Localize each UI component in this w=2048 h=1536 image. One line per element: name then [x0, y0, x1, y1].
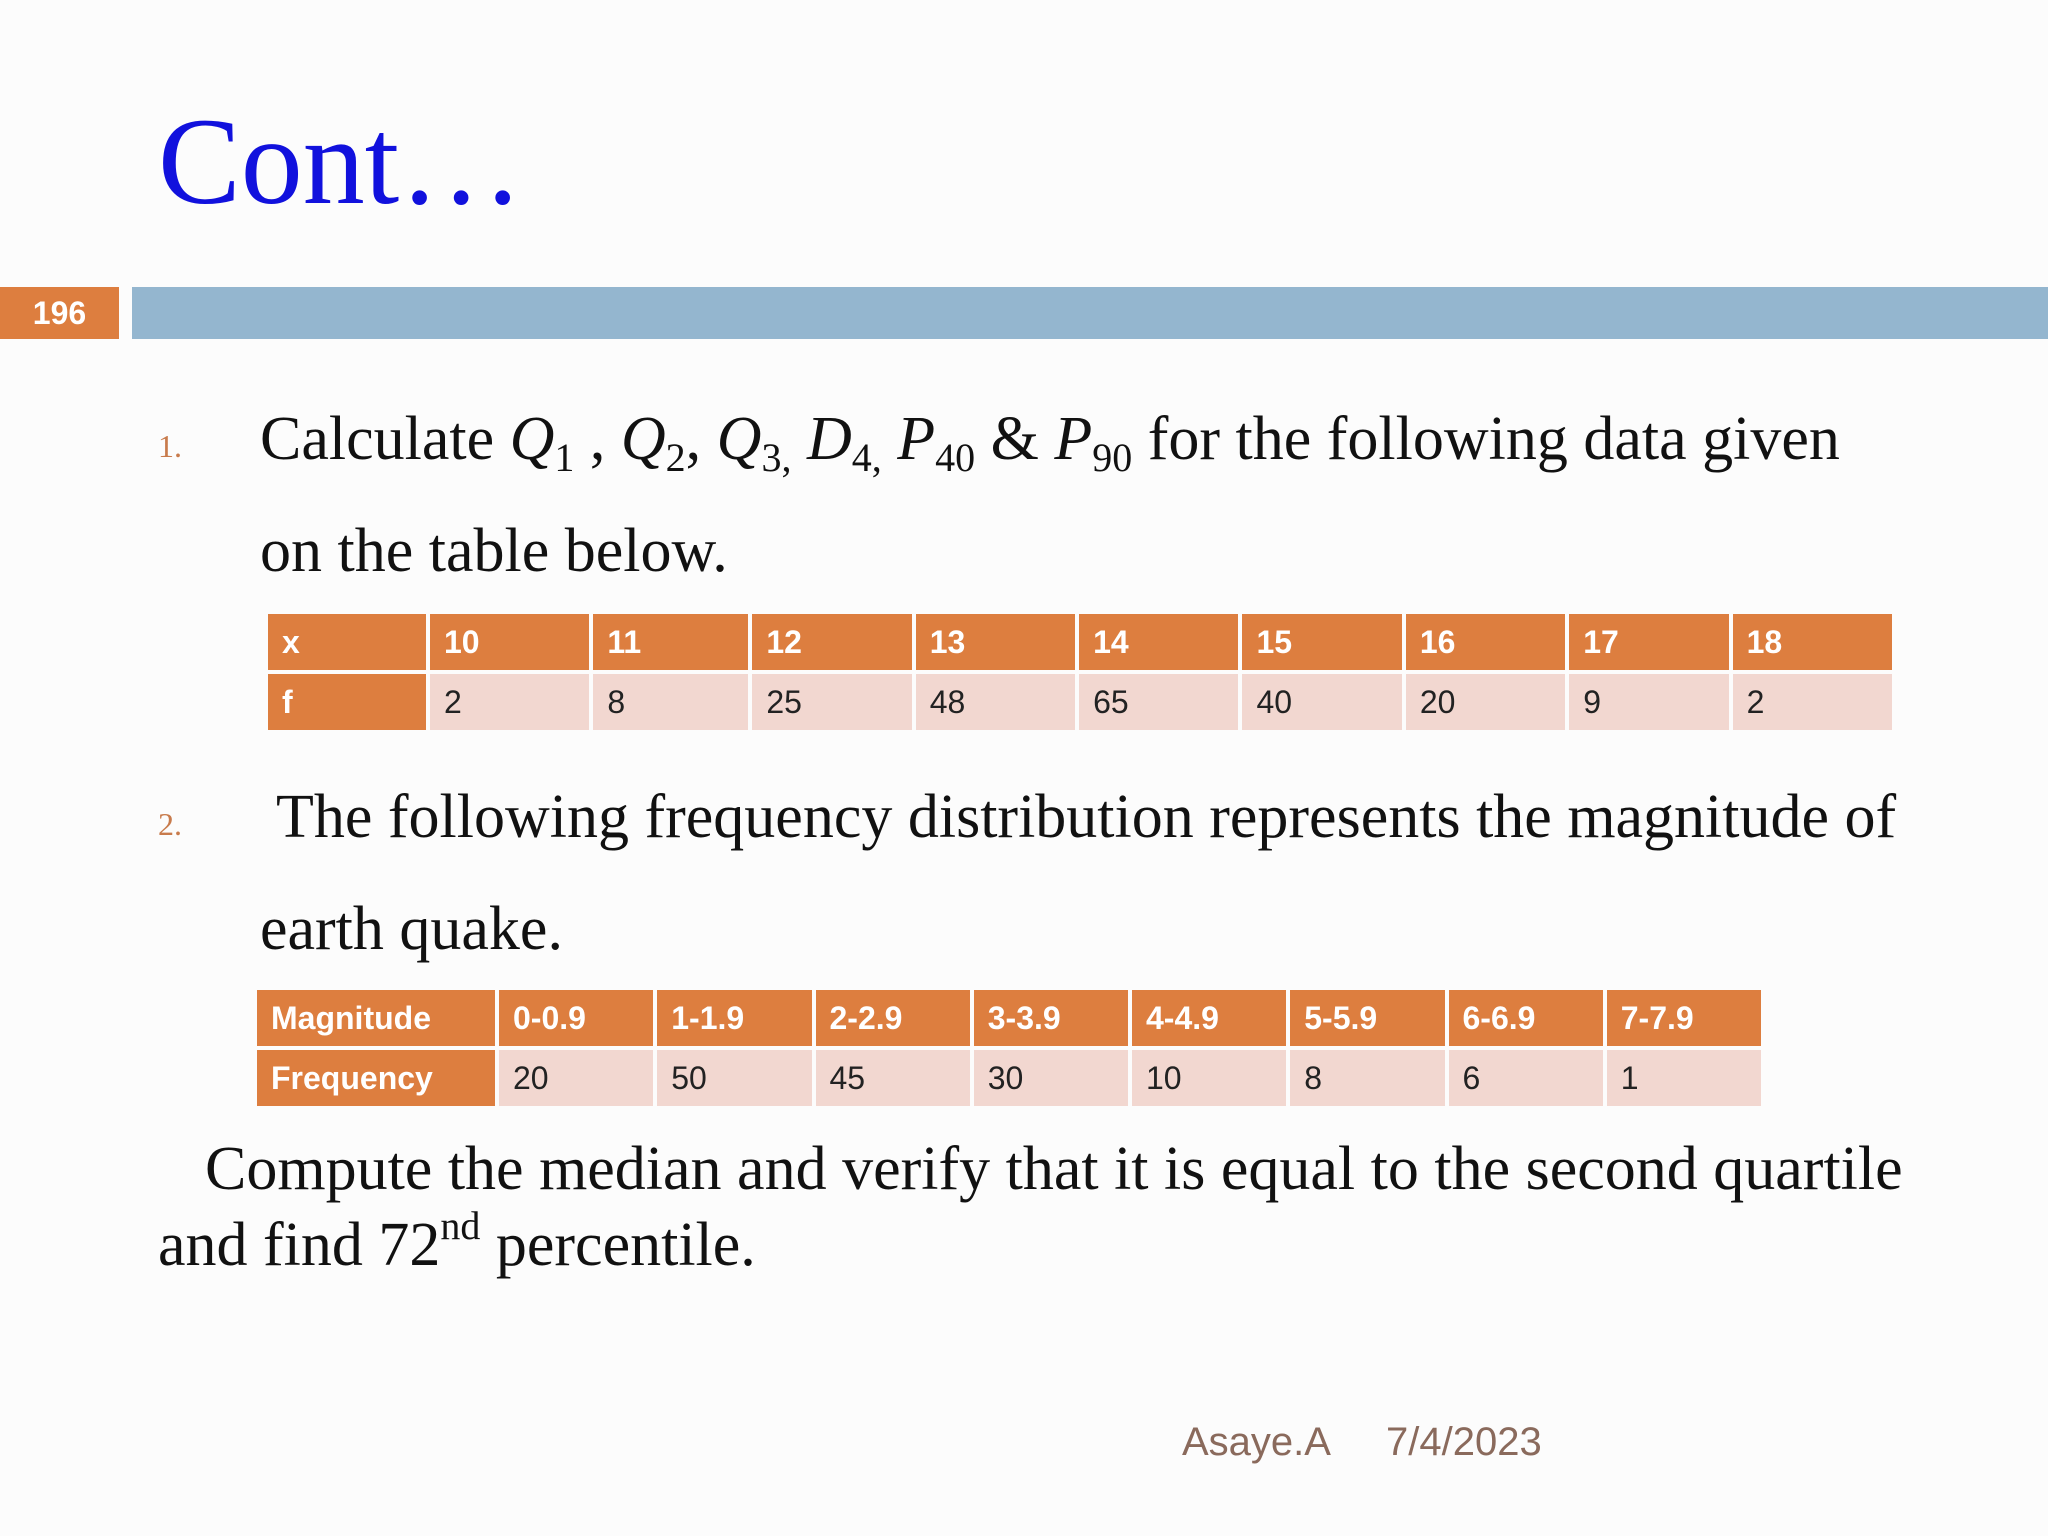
- table-cell: 13: [916, 614, 1075, 670]
- q2-subscript: 2: [665, 435, 686, 480]
- table-cell: 5-5.9: [1290, 990, 1444, 1046]
- table-cell: 6-6.9: [1449, 990, 1603, 1046]
- ordinal-superscript: nd: [440, 1203, 481, 1248]
- footer-author: Asaye.A: [1182, 1420, 1331, 1464]
- table-cell: 8: [1290, 1050, 1444, 1106]
- question-1-line-2: on the table below.: [260, 517, 728, 585]
- q1-symbol: Q: [509, 405, 555, 473]
- compute-line-2-suffix: percentile.: [495, 1211, 756, 1279]
- table-cell: 18: [1733, 614, 1892, 670]
- table-cell: 2-2.9: [816, 990, 970, 1046]
- table-cell: 16: [1406, 614, 1565, 670]
- table-cell: 20: [499, 1050, 653, 1106]
- table-row-label: Frequency: [257, 1050, 495, 1106]
- table-x-f: [264, 610, 1896, 734]
- table-cell: 10: [1132, 1050, 1286, 1106]
- table-cell: 50: [657, 1050, 811, 1106]
- table-cell: 14: [1079, 614, 1238, 670]
- table-f-row: [268, 674, 1892, 730]
- question-1-line-1: Calculate $Q_1$ , $Q_2$, $Q_{3,}$ $D_{4,}$ $P_{40}$ & $P_{90}$ for the following data given: [260, 405, 1840, 480]
- table-header-label: x: [268, 614, 426, 670]
- table-frequency-row: [257, 1050, 1761, 1106]
- table-cell: 20: [1406, 674, 1565, 730]
- slide-title: Cont…: [158, 93, 524, 230]
- table-cell: 40: [1242, 674, 1401, 730]
- table-cell: 8: [593, 674, 748, 730]
- p90-subscript: 90: [1092, 435, 1133, 480]
- d4-subscript: 4,: [851, 435, 882, 480]
- table-cell: 10: [430, 614, 589, 670]
- table-cell: 6: [1449, 1050, 1603, 1106]
- title-divider-bar: [132, 287, 2048, 339]
- table-cell: 25: [752, 674, 911, 730]
- table-cell: 30: [974, 1050, 1128, 1106]
- table-cell: 0-0.9: [499, 990, 653, 1046]
- q1-subscript: 1: [554, 435, 575, 480]
- table-cell: 1: [1607, 1050, 1761, 1106]
- table-cell: 1-1.9: [657, 990, 811, 1046]
- q2-symbol: Q: [620, 405, 666, 473]
- p40-subscript: 40: [935, 435, 976, 480]
- table-cell: 2: [1733, 674, 1892, 730]
- table-cell: 15: [1242, 614, 1401, 670]
- table-cell: 65: [1079, 674, 1238, 730]
- ampersand: &: [990, 405, 1039, 473]
- table-cell: 9: [1569, 674, 1728, 730]
- table-cell: 11: [593, 614, 748, 670]
- question-2-number: 2.: [158, 806, 182, 842]
- q3-subscript: 3,: [761, 435, 792, 480]
- table-header-label: Magnitude: [257, 990, 495, 1046]
- q1-suffix: for the following data given: [1147, 405, 1840, 473]
- table-magnitude-row: [257, 990, 1761, 1046]
- table-cell: 12: [752, 614, 911, 670]
- table-cell: 45: [816, 1050, 970, 1106]
- table-cell: 48: [916, 674, 1075, 730]
- table-magnitude-frequency: [253, 986, 1765, 1110]
- d4-symbol: D: [806, 405, 852, 473]
- table-x-row: [268, 614, 1892, 670]
- q1-prefix: Calculate: [260, 405, 495, 473]
- footer-date: 7/4/2023: [1386, 1420, 1542, 1464]
- table-row-label: f: [268, 674, 426, 730]
- question-2-line-2: earth quake.: [260, 895, 563, 963]
- question-1-number: 1.: [158, 428, 182, 464]
- table-cell: 4-4.9: [1132, 990, 1286, 1046]
- question-2-line-1: The following frequency distribution represents the magnitude of: [276, 783, 1897, 851]
- page-number-badge: 196: [0, 287, 119, 339]
- compute-line-2-prefix: and find 72: [158, 1211, 441, 1279]
- p90-symbol: P: [1054, 405, 1093, 473]
- p40-symbol: P: [897, 405, 936, 473]
- table-cell: 7-7.9: [1607, 990, 1761, 1046]
- q3-symbol: Q: [716, 405, 762, 473]
- table-cell: 2: [430, 674, 589, 730]
- table-cell: 3-3.9: [974, 990, 1128, 1046]
- compute-line-1: Compute the median and verify that it is equal to the second quartile: [205, 1135, 1903, 1203]
- compute-line-2: [158, 1203, 756, 1279]
- table-cell: 17: [1569, 614, 1728, 670]
